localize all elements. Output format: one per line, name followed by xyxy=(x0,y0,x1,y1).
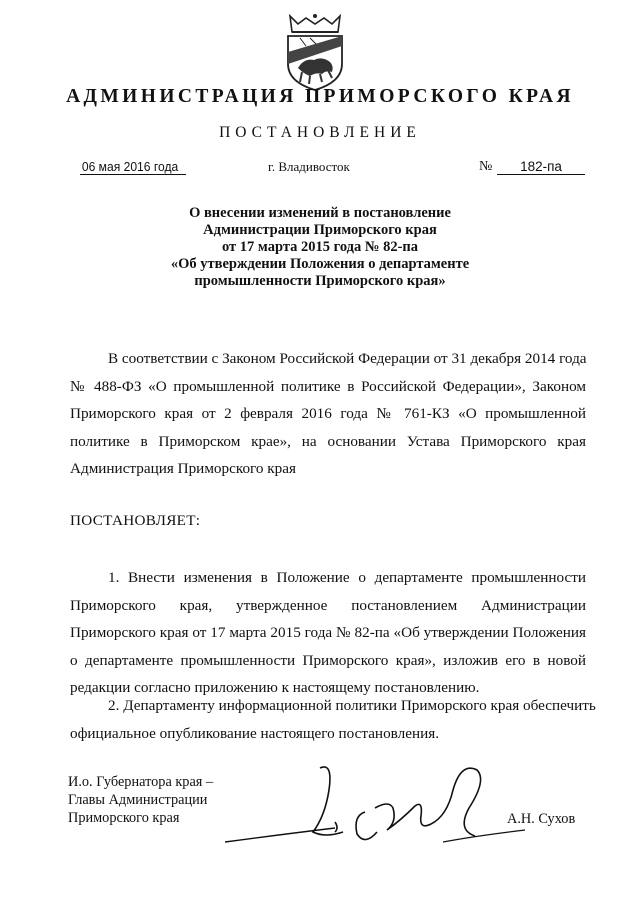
text-line: № 488-ФЗ «О промышленной политике в Российской Федерации», Законом xyxy=(70,377,586,395)
text-line: 1. Внести изменения в Положение о департаменте промышленности xyxy=(108,569,586,586)
text-line: о департаменте промышленности Приморского края», изложив его в новой xyxy=(70,651,586,669)
text-line: 2. Департаменту информационной политики Приморского края обеспечить xyxy=(108,697,596,714)
text-line: политике в Приморском крае», на основании Устава Приморского края xyxy=(70,432,586,450)
number-sign: № xyxy=(479,159,493,174)
handwritten-signature-icon xyxy=(225,750,530,870)
signatory-name: А.Н. Сухов xyxy=(507,811,576,827)
document-subject xyxy=(0,205,640,290)
text-line: Приморского края, утвержденное постановлением Администрации xyxy=(70,596,586,614)
text-line: Администрация Приморского края xyxy=(70,460,296,477)
document-type: ПОСТАНОВЛЕНИЕ xyxy=(219,124,421,141)
text-line: Приморского края от 2 февраля 2016 года № 761-КЗ «О промышленной xyxy=(70,405,586,422)
document-number: 182-па xyxy=(497,159,585,175)
org-title: АДМИНИСТРАЦИЯ ПРИМОРСКОГО КРАЯ xyxy=(66,86,574,107)
coat-of-arms-icon xyxy=(276,12,354,92)
text-line: Приморского края от 17 марта 2015 года № 82-па «Об утверждении Положения xyxy=(70,624,586,641)
signatory-role xyxy=(68,773,213,827)
role-line: Приморского края xyxy=(68,810,180,826)
role-line: И.о. Губернатора края – xyxy=(68,774,214,790)
role-line: Главы Администрации xyxy=(68,792,208,808)
document-city: г. Владивосток xyxy=(268,159,350,174)
text-line: редакции согласно приложению к настоящему постановлению. xyxy=(70,679,480,696)
item-1-paragraph xyxy=(70,564,586,702)
subject-line: промышленности Приморского края» xyxy=(194,273,446,289)
preamble-paragraph xyxy=(70,345,586,483)
item-2-paragraph xyxy=(70,692,596,747)
subject-line: Администрации Приморского края xyxy=(203,222,437,238)
text-line: официальное опубликование настоящего постановления. xyxy=(70,724,439,742)
text-line: В соответствии с Законом Российской Федерации от 31 декабря 2014 года xyxy=(108,350,587,367)
decree-word: ПОСТАНОВЛЯЕТ: xyxy=(70,512,201,529)
subject-line: «Об утверждении Положения о департаменте xyxy=(170,256,470,272)
subject-line: О внесении изменений в постановление xyxy=(189,205,451,221)
document-date: 06 мая 2016 года xyxy=(80,159,186,175)
subject-line: от 17 марта 2015 года № 82-па xyxy=(221,239,419,255)
